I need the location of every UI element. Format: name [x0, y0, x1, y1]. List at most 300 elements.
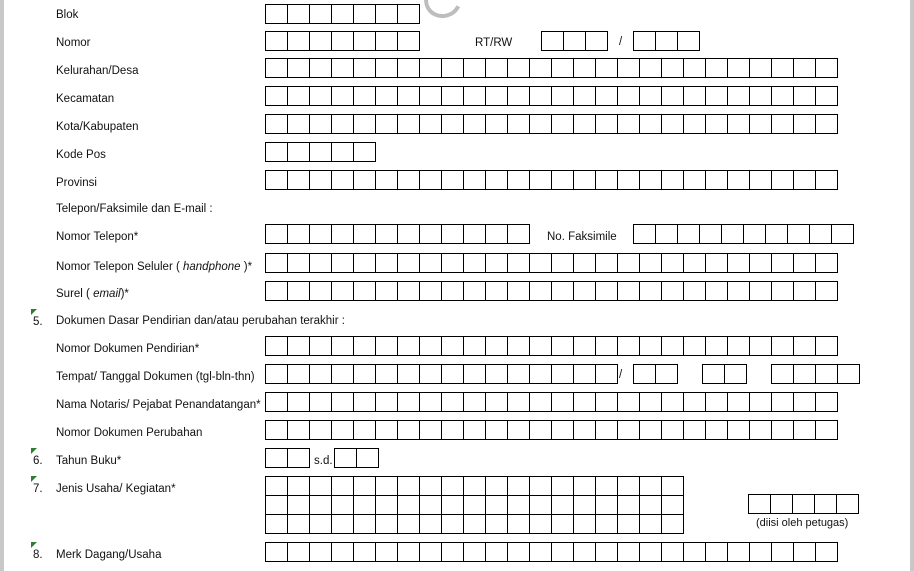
tahun-buku-start-field[interactable] [265, 448, 310, 468]
char-box[interactable] [375, 114, 397, 134]
char-box[interactable] [595, 542, 617, 562]
faksimile-field[interactable] [633, 224, 854, 244]
char-box[interactable] [705, 58, 727, 78]
char-box[interactable] [573, 170, 595, 190]
char-box[interactable] [441, 364, 463, 384]
char-box[interactable] [375, 364, 397, 384]
char-box[interactable] [529, 364, 551, 384]
char-box[interactable] [397, 514, 419, 534]
char-box[interactable] [419, 476, 441, 495]
char-box[interactable] [485, 86, 507, 106]
char-box[interactable] [353, 336, 375, 356]
char-box[interactable] [639, 392, 661, 412]
char-box[interactable] [309, 542, 331, 562]
char-box[interactable] [683, 86, 705, 106]
char-box[interactable] [265, 495, 287, 514]
char-box[interactable] [529, 253, 551, 273]
char-box[interactable] [705, 420, 727, 440]
char-box[interactable] [287, 420, 309, 440]
char-box[interactable] [595, 281, 617, 301]
char-box[interactable] [573, 476, 595, 495]
char-box[interactable] [331, 170, 353, 190]
char-box[interactable] [793, 542, 815, 562]
char-box[interactable] [529, 514, 551, 534]
char-box[interactable] [485, 476, 507, 495]
char-box[interactable] [463, 542, 485, 562]
char-box[interactable] [721, 224, 743, 244]
char-box[interactable] [793, 170, 815, 190]
char-box[interactable] [551, 58, 573, 78]
char-box[interactable] [529, 420, 551, 440]
char-box[interactable] [617, 281, 639, 301]
char-box[interactable] [573, 542, 595, 562]
char-box[interactable] [353, 4, 375, 24]
char-box[interactable] [639, 114, 661, 134]
char-box[interactable] [815, 542, 838, 562]
char-box[interactable] [419, 114, 441, 134]
char-box[interactable] [705, 114, 727, 134]
char-box[interactable] [309, 58, 331, 78]
char-box[interactable] [353, 170, 375, 190]
nomor-dokumen-field[interactable] [265, 336, 838, 356]
char-box[interactable] [485, 364, 507, 384]
char-box[interactable] [334, 448, 356, 468]
char-box[interactable] [375, 392, 397, 412]
char-box[interactable] [463, 86, 485, 106]
char-box[interactable] [441, 281, 463, 301]
char-box[interactable] [419, 170, 441, 190]
char-box[interactable] [331, 114, 353, 134]
char-box[interactable] [595, 514, 617, 534]
char-box[interactable] [309, 420, 331, 440]
char-box[interactable] [397, 420, 419, 440]
char-box[interactable] [683, 281, 705, 301]
char-box[interactable] [507, 514, 529, 534]
char-box[interactable] [617, 420, 639, 440]
char-box[interactable] [633, 31, 655, 51]
char-box[interactable] [353, 392, 375, 412]
char-box[interactable] [809, 224, 831, 244]
char-box[interactable] [265, 253, 287, 273]
char-box[interactable] [551, 114, 573, 134]
char-box[interactable] [683, 336, 705, 356]
char-box[interactable] [353, 364, 375, 384]
char-box[interactable] [287, 170, 309, 190]
char-box[interactable] [265, 58, 287, 78]
char-box[interactable] [397, 281, 419, 301]
char-box[interactable] [815, 253, 838, 273]
char-box[interactable] [265, 514, 287, 534]
char-box[interactable] [815, 58, 838, 78]
rt-field[interactable] [541, 31, 608, 51]
char-box[interactable] [727, 170, 749, 190]
char-box[interactable] [595, 86, 617, 106]
char-box[interactable] [529, 476, 551, 495]
char-box[interactable] [727, 114, 749, 134]
char-box[interactable] [265, 364, 287, 384]
char-box[interactable] [771, 170, 793, 190]
char-box[interactable] [705, 170, 727, 190]
char-box[interactable] [397, 364, 419, 384]
char-box[interactable] [287, 86, 309, 106]
char-box[interactable] [397, 58, 419, 78]
char-box[interactable] [331, 336, 353, 356]
char-box[interactable] [419, 420, 441, 440]
char-box[interactable] [529, 86, 551, 106]
char-box[interactable] [287, 31, 309, 51]
char-box[interactable] [727, 542, 749, 562]
char-box[interactable] [639, 281, 661, 301]
char-box[interactable] [441, 224, 463, 244]
char-box[interactable] [770, 494, 792, 514]
char-box[interactable] [639, 514, 661, 534]
char-box[interactable] [463, 514, 485, 534]
char-box[interactable] [265, 281, 287, 301]
char-box[interactable] [441, 114, 463, 134]
char-box[interactable] [771, 364, 793, 384]
char-box[interactable] [309, 476, 331, 495]
char-box[interactable] [639, 495, 661, 514]
char-box[interactable] [661, 281, 683, 301]
char-box[interactable] [397, 4, 420, 24]
char-box[interactable] [265, 420, 287, 440]
char-box[interactable] [331, 364, 353, 384]
char-box[interactable] [831, 224, 854, 244]
char-box[interactable] [749, 253, 771, 273]
char-box[interactable] [485, 170, 507, 190]
seluler-field[interactable] [265, 253, 838, 273]
char-box[interactable] [837, 364, 860, 384]
char-box[interactable] [771, 58, 793, 78]
char-box[interactable] [265, 114, 287, 134]
char-box[interactable] [771, 420, 793, 440]
char-box[interactable] [771, 281, 793, 301]
nomor-telepon-field[interactable] [265, 224, 530, 244]
char-box[interactable] [633, 364, 655, 384]
char-box[interactable] [441, 392, 463, 412]
char-box[interactable] [309, 253, 331, 273]
char-box[interactable] [441, 58, 463, 78]
char-box[interactable] [287, 392, 309, 412]
char-box[interactable] [661, 58, 683, 78]
char-box[interactable] [331, 281, 353, 301]
char-box[interactable] [793, 114, 815, 134]
char-box[interactable] [507, 364, 529, 384]
char-box[interactable] [677, 31, 700, 51]
char-box[interactable] [287, 476, 309, 495]
blok-field[interactable] [265, 4, 420, 24]
kode-petugas-field[interactable] [748, 494, 859, 514]
kecamatan-field[interactable] [265, 86, 838, 106]
char-box[interactable] [485, 253, 507, 273]
char-box[interactable] [441, 170, 463, 190]
char-box[interactable] [397, 253, 419, 273]
char-box[interactable] [356, 448, 379, 468]
char-box[interactable] [507, 281, 529, 301]
char-box[interactable] [331, 542, 353, 562]
char-box[interactable] [419, 364, 441, 384]
char-box[interactable] [683, 392, 705, 412]
char-box[interactable] [595, 336, 617, 356]
char-box[interactable] [661, 514, 684, 534]
char-box[interactable] [265, 4, 287, 24]
char-box[interactable] [331, 495, 353, 514]
char-box[interactable] [617, 495, 639, 514]
char-box[interactable] [265, 448, 287, 468]
char-box[interactable] [463, 476, 485, 495]
char-box[interactable] [727, 86, 749, 106]
char-box[interactable] [793, 253, 815, 273]
char-box[interactable] [727, 336, 749, 356]
char-box[interactable] [287, 281, 309, 301]
char-box[interactable] [661, 476, 684, 495]
char-box[interactable] [749, 114, 771, 134]
char-box[interactable] [529, 336, 551, 356]
char-box[interactable] [573, 86, 595, 106]
char-box[interactable] [485, 514, 507, 534]
char-box[interactable] [309, 392, 331, 412]
char-box[interactable] [441, 253, 463, 273]
char-box[interactable] [551, 495, 573, 514]
char-box[interactable] [529, 392, 551, 412]
char-box[interactable] [815, 86, 838, 106]
char-box[interactable] [265, 170, 287, 190]
char-box[interactable] [683, 58, 705, 78]
char-box[interactable] [677, 224, 699, 244]
char-box[interactable] [639, 476, 661, 495]
char-box[interactable] [309, 86, 331, 106]
char-box[interactable] [485, 392, 507, 412]
char-box[interactable] [507, 224, 530, 244]
char-box[interactable] [585, 31, 608, 51]
char-box[interactable] [595, 476, 617, 495]
char-box[interactable] [353, 224, 375, 244]
char-box[interactable] [265, 476, 287, 495]
char-box[interactable] [655, 224, 677, 244]
char-box[interactable] [309, 364, 331, 384]
char-box[interactable] [265, 31, 287, 51]
char-box[interactable] [529, 114, 551, 134]
char-box[interactable] [573, 58, 595, 78]
char-box[interactable] [617, 476, 639, 495]
char-box[interactable] [375, 542, 397, 562]
char-box[interactable] [375, 476, 397, 495]
char-box[interactable] [573, 364, 595, 384]
char-box[interactable] [507, 58, 529, 78]
char-box[interactable] [699, 224, 721, 244]
char-box[interactable] [743, 224, 765, 244]
char-box[interactable] [331, 476, 353, 495]
char-box[interactable] [661, 542, 683, 562]
char-box[interactable] [441, 514, 463, 534]
char-box[interactable] [639, 542, 661, 562]
char-box[interactable] [529, 542, 551, 562]
char-box[interactable] [541, 31, 563, 51]
char-box[interactable] [463, 336, 485, 356]
char-box[interactable] [397, 170, 419, 190]
char-box[interactable] [683, 114, 705, 134]
char-box[interactable] [287, 495, 309, 514]
char-box[interactable] [792, 494, 814, 514]
kota-field[interactable] [265, 114, 838, 134]
char-box[interactable] [617, 392, 639, 412]
char-box[interactable] [375, 495, 397, 514]
char-box[interactable] [551, 364, 573, 384]
char-box[interactable] [507, 476, 529, 495]
nomor-field[interactable] [265, 31, 420, 51]
char-box[interactable] [551, 476, 573, 495]
char-box[interactable] [727, 253, 749, 273]
provinsi-field[interactable] [265, 170, 838, 190]
char-box[interactable] [793, 281, 815, 301]
char-box[interactable] [771, 542, 793, 562]
char-box[interactable] [309, 31, 331, 51]
char-box[interactable] [397, 542, 419, 562]
char-box[interactable] [705, 281, 727, 301]
char-box[interactable] [573, 392, 595, 412]
char-box[interactable] [419, 253, 441, 273]
char-box[interactable] [551, 392, 573, 412]
char-box[interactable] [815, 420, 838, 440]
char-box[interactable] [419, 542, 441, 562]
char-box[interactable] [815, 392, 838, 412]
char-box[interactable] [265, 392, 287, 412]
char-box[interactable] [551, 336, 573, 356]
char-box[interactable] [287, 224, 309, 244]
tempat-dokumen-field[interactable] [265, 364, 618, 384]
char-box[interactable] [639, 170, 661, 190]
char-box[interactable] [331, 224, 353, 244]
char-box[interactable] [397, 336, 419, 356]
bulan-field[interactable] [702, 364, 747, 384]
char-box[interactable] [397, 86, 419, 106]
char-box[interactable] [287, 514, 309, 534]
char-box[interactable] [724, 364, 747, 384]
char-box[interactable] [507, 495, 529, 514]
char-box[interactable] [815, 336, 838, 356]
char-box[interactable] [661, 420, 683, 440]
char-box[interactable] [573, 420, 595, 440]
char-box[interactable] [815, 281, 838, 301]
char-box[interactable] [463, 58, 485, 78]
char-box[interactable] [705, 253, 727, 273]
char-box[interactable] [331, 31, 353, 51]
char-box[interactable] [441, 495, 463, 514]
char-box[interactable] [331, 253, 353, 273]
char-box[interactable] [375, 281, 397, 301]
char-box[interactable] [727, 281, 749, 301]
char-box[interactable] [397, 31, 420, 51]
char-box[interactable] [793, 58, 815, 78]
char-box[interactable] [507, 336, 529, 356]
char-box[interactable] [419, 392, 441, 412]
char-box[interactable] [705, 392, 727, 412]
char-box[interactable] [595, 392, 617, 412]
char-box[interactable] [463, 420, 485, 440]
char-box[interactable] [353, 31, 375, 51]
rw-field[interactable] [633, 31, 700, 51]
char-box[interactable] [749, 336, 771, 356]
kelurahan-field[interactable] [265, 58, 838, 78]
char-box[interactable] [287, 364, 309, 384]
char-box[interactable] [595, 420, 617, 440]
char-box[interactable] [419, 86, 441, 106]
char-box[interactable] [353, 281, 375, 301]
char-box[interactable] [309, 114, 331, 134]
char-box[interactable] [265, 142, 287, 162]
char-box[interactable] [749, 392, 771, 412]
char-box[interactable] [551, 514, 573, 534]
char-box[interactable] [573, 114, 595, 134]
char-box[interactable] [463, 224, 485, 244]
char-box[interactable] [702, 364, 724, 384]
char-box[interactable] [639, 336, 661, 356]
char-box[interactable] [661, 253, 683, 273]
char-box[interactable] [309, 170, 331, 190]
char-box[interactable] [287, 448, 310, 468]
char-box[interactable] [375, 514, 397, 534]
char-box[interactable] [617, 170, 639, 190]
char-box[interactable] [633, 224, 655, 244]
char-box[interactable] [287, 4, 309, 24]
char-box[interactable] [573, 281, 595, 301]
char-box[interactable] [595, 253, 617, 273]
char-box[interactable] [529, 170, 551, 190]
char-box[interactable] [353, 495, 375, 514]
char-box[interactable] [397, 495, 419, 514]
char-box[interactable] [353, 142, 376, 162]
char-box[interactable] [419, 495, 441, 514]
char-box[interactable] [331, 514, 353, 534]
tahun-buku-end-field[interactable] [334, 448, 379, 468]
char-box[interactable] [771, 336, 793, 356]
char-box[interactable] [793, 392, 815, 412]
char-box[interactable] [749, 58, 771, 78]
char-box[interactable] [375, 4, 397, 24]
char-box[interactable] [265, 224, 287, 244]
char-box[interactable] [309, 224, 331, 244]
char-box[interactable] [287, 142, 309, 162]
char-box[interactable] [683, 170, 705, 190]
char-box[interactable] [441, 420, 463, 440]
char-box[interactable] [375, 224, 397, 244]
char-box[interactable] [485, 542, 507, 562]
char-box[interactable] [573, 253, 595, 273]
char-box[interactable] [507, 86, 529, 106]
char-box[interactable] [309, 336, 331, 356]
char-box[interactable] [485, 114, 507, 134]
char-box[interactable] [749, 86, 771, 106]
char-box[interactable] [749, 170, 771, 190]
char-box[interactable] [529, 58, 551, 78]
char-box[interactable] [375, 170, 397, 190]
char-box[interactable] [661, 170, 683, 190]
char-box[interactable] [485, 58, 507, 78]
char-box[interactable] [639, 58, 661, 78]
char-box[interactable] [353, 514, 375, 534]
char-box[interactable] [727, 392, 749, 412]
char-box[interactable] [485, 495, 507, 514]
char-box[interactable] [331, 4, 353, 24]
char-box[interactable] [529, 495, 551, 514]
char-box[interactable] [617, 514, 639, 534]
char-box[interactable] [309, 142, 331, 162]
char-box[interactable] [419, 514, 441, 534]
char-box[interactable] [463, 364, 485, 384]
char-box[interactable] [287, 253, 309, 273]
char-box[interactable] [551, 253, 573, 273]
char-box[interactable] [655, 31, 677, 51]
